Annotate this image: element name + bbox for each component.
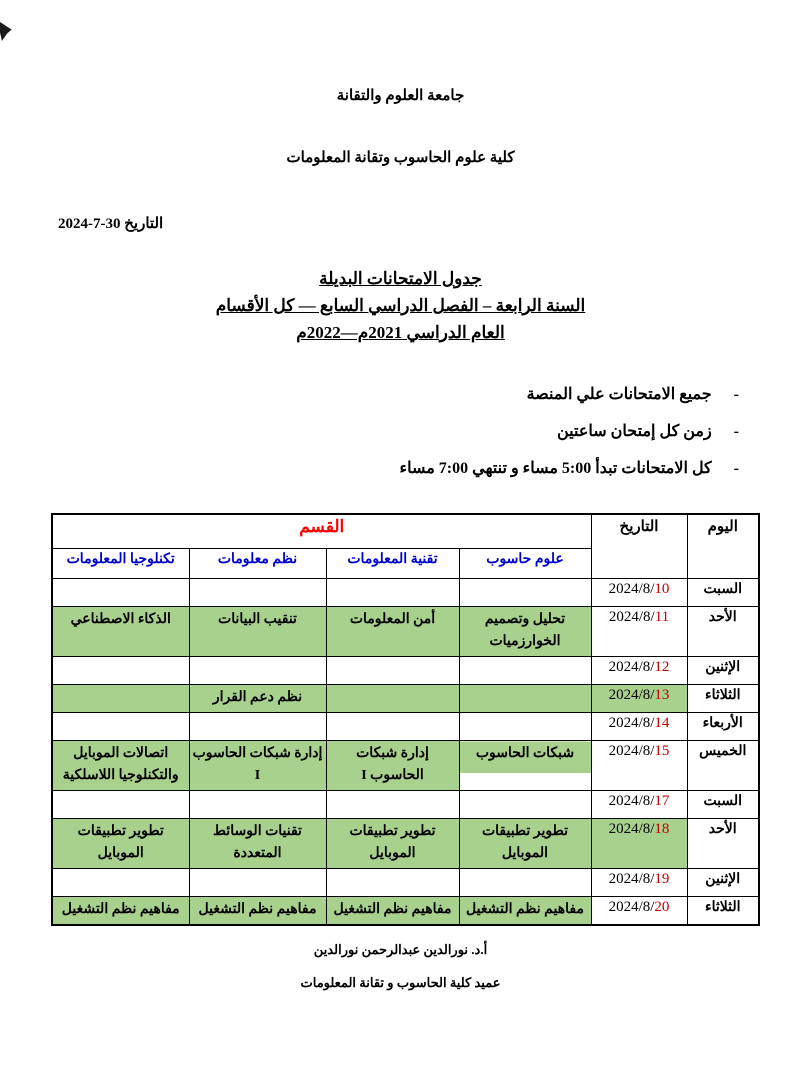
table-row — [52, 741, 759, 791]
table-row — [52, 897, 759, 926]
date-prefix: 2024/8/ — [608, 609, 655, 625]
subject-cell — [326, 791, 459, 819]
subject-cell: مفاهيم نظم التشغيل — [52, 897, 189, 926]
department-header-itech: تكنلوجيا المعلومات — [52, 549, 189, 579]
subject-cell — [189, 713, 326, 741]
signature-name: أ.د. نورالدين عبدالرحمن نورالدين — [313, 942, 488, 957]
table-row — [52, 685, 759, 713]
subject-cell: تطوير تطبيقات الموبايل — [52, 819, 189, 869]
day-column-header: اليوم — [687, 514, 759, 579]
schedule-subtitle-year: السنة الرابعة – الفصل الدراسي السابع — كل الأقسام — [215, 296, 586, 315]
subject-cell: مفاهيم نظم التشغيل — [326, 897, 459, 926]
date-cell — [591, 579, 687, 607]
subject-cell — [189, 657, 326, 685]
subject-cell: أمن المعلومات — [326, 607, 459, 657]
date-cell — [591, 713, 687, 741]
college-name: كلية علوم الحاسوب وتقانة المعلومات — [286, 150, 515, 166]
subject-cell — [326, 657, 459, 685]
subject-cell: إدارة شبكات الحاسوب I — [189, 741, 326, 791]
date-day-number: 10 — [654, 581, 670, 597]
exam-table-body — [52, 579, 759, 926]
table-row — [52, 869, 759, 897]
date-prefix: 2024/8/ — [608, 899, 655, 915]
date-day-number: 19 — [654, 871, 670, 887]
subject-cell — [189, 579, 326, 607]
notes-list — [0, 376, 739, 487]
table-row — [52, 607, 759, 657]
day-cell: الأربعاء — [687, 713, 759, 741]
subject-cell: شبكات الحاسوب — [459, 741, 591, 791]
subject-cell — [326, 713, 459, 741]
subject-cell — [459, 579, 591, 607]
subject-cell: مفاهيم نظم التشغيل — [459, 897, 591, 926]
university-name: جامعة العلوم والتقانة — [336, 88, 465, 104]
department-group-header: القسم — [52, 514, 591, 549]
subject-cell — [459, 869, 591, 897]
subject-cell — [326, 685, 459, 713]
subject-cell: تقنيات الوسائط المتعددة — [189, 819, 326, 869]
day-cell: الأحد — [687, 819, 759, 869]
date-value: 2024-7-30 — [58, 216, 121, 232]
subject-cell — [52, 869, 189, 897]
signature-block — [0, 942, 801, 991]
table-row — [52, 657, 759, 685]
subject-cell — [459, 791, 591, 819]
date-cell — [591, 897, 687, 926]
subject-cell — [52, 791, 189, 819]
subject-cell — [326, 869, 459, 897]
date-cell — [591, 869, 687, 897]
subject-cell: مفاهيم نظم التشغيل — [189, 897, 326, 926]
date-cell — [591, 685, 687, 713]
schedule-subtitle-academic-year: العام الدراسي 2021م—2022م — [296, 323, 505, 342]
date-label: التاريخ — [124, 216, 164, 232]
subject-cell: اتصالات الموبايل والتكنلوجيا اللاسلكية — [52, 741, 189, 791]
date-cell — [591, 657, 687, 685]
date-day-number: 20 — [654, 899, 670, 915]
subject-cell: تطوير تطبيقات الموبايل — [459, 819, 591, 869]
date-prefix: 2024/8/ — [608, 743, 655, 759]
table-row — [52, 579, 759, 607]
subject-cell: نظم دعم القرار — [189, 685, 326, 713]
document-date — [58, 214, 801, 233]
table-row — [52, 819, 759, 869]
subject-cell: تنقيب البيانات — [189, 607, 326, 657]
date-day-number: 18 — [654, 821, 670, 837]
date-column-header: التاريخ — [591, 514, 687, 579]
subject-cell — [326, 579, 459, 607]
subject-cell: تحليل وتصميم الخوارزميات — [459, 607, 591, 657]
subject-cell — [459, 685, 591, 713]
date-day-number: 11 — [654, 609, 670, 625]
subject-cell — [459, 657, 591, 685]
subject-cell — [189, 869, 326, 897]
date-prefix: 2024/8/ — [608, 821, 655, 837]
department-header-it: تقنية المعلومات — [326, 549, 459, 579]
day-cell: الإثنين — [687, 657, 759, 685]
date-prefix: 2024/8/ — [608, 715, 655, 731]
department-header-is: نظم معلومات — [189, 549, 326, 579]
day-cell: الخميس — [687, 741, 759, 791]
date-day-number: 13 — [654, 687, 670, 703]
note-item: - جميع الامتحانات علي المنصة — [0, 376, 739, 413]
subject-cell: إدارة شبكات الحاسوب I — [326, 741, 459, 791]
subject-cell: تطوير تطبيقات الموبايل — [326, 819, 459, 869]
day-cell: السبت — [687, 791, 759, 819]
title-block — [0, 265, 801, 346]
date-cell — [591, 607, 687, 657]
table-row — [52, 791, 759, 819]
day-cell: الأحد — [687, 607, 759, 657]
note-item: - كل الامتحانات تبدأ 5:00 مساء و تنتهي 7:00 مساء — [0, 450, 739, 487]
subject-cell — [52, 713, 189, 741]
exam-schedule-table — [51, 513, 760, 926]
date-day-number: 14 — [654, 715, 670, 731]
day-cell: الإثنين — [687, 869, 759, 897]
date-prefix: 2024/8/ — [608, 871, 655, 887]
subject-cell — [189, 791, 326, 819]
subject-cell — [52, 579, 189, 607]
table-row — [52, 713, 759, 741]
subject-cell — [459, 713, 591, 741]
date-day-number: 12 — [654, 659, 670, 675]
day-cell: السبت — [687, 579, 759, 607]
date-day-number: 17 — [654, 793, 670, 809]
date-prefix: 2024/8/ — [608, 687, 655, 703]
subject-cell: الذكاء الاصطناعي — [52, 607, 189, 657]
subject-cell — [52, 657, 189, 685]
schedule-title: جدول الامتحانات البديلة — [319, 269, 482, 288]
date-cell — [591, 791, 687, 819]
department-header-cs: علوم حاسوب — [459, 549, 591, 579]
note-item: - زمن كل إمتحان ساعتين — [0, 413, 739, 450]
table-header-row-1 — [52, 514, 759, 549]
date-day-number: 15 — [654, 743, 670, 759]
date-prefix: 2024/8/ — [608, 793, 655, 809]
date-cell — [591, 741, 687, 791]
subject-cell — [52, 685, 189, 713]
signature-title: عميد كلية الحاسوب و تقانة المعلومات — [300, 975, 501, 990]
day-cell: الثلاثاء — [687, 685, 759, 713]
date-prefix: 2024/8/ — [608, 659, 655, 675]
day-cell: الثلاثاء — [687, 897, 759, 926]
date-cell — [591, 819, 687, 869]
date-prefix: 2024/8/ — [608, 581, 655, 597]
